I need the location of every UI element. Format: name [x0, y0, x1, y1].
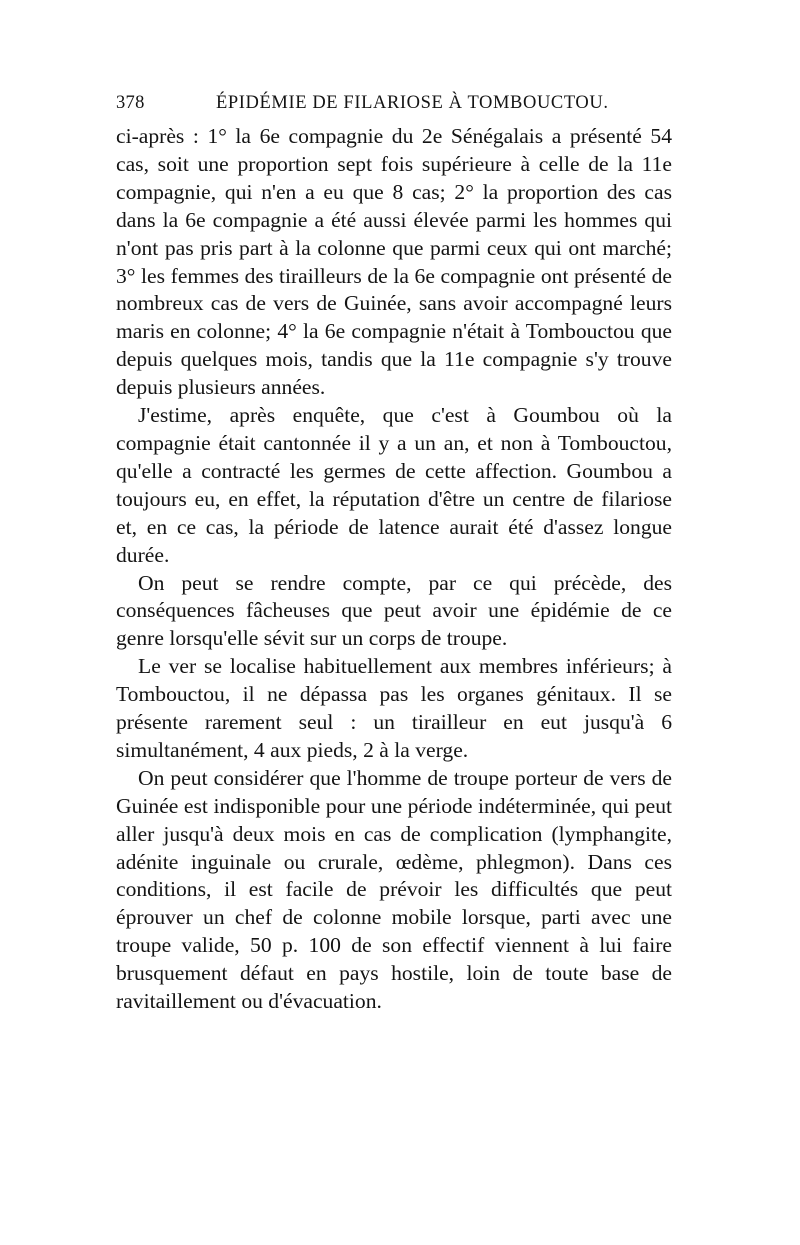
running-title: ÉPIDÉMIE DE FILARIOSE À TOMBOUCTOU.	[216, 93, 609, 113]
paragraph-3: On peut se rendre compte, par ce qui précède, des conséquences fâcheuses que peut avoir une épidémie de ce genre lorsqu'elle sévit sur un corps de troupe.	[116, 570, 672, 651]
page-number: 378	[116, 93, 145, 113]
page-header	[116, 93, 676, 117]
paragraph-4: Le ver se localise habituellement aux membres inférieurs; à Tombouctou, il ne dépassa pas les organes génitaux. Il se présente rarement seul : un tirailleur en eut jusqu'à 6 simultanément, 4 aux pieds, 2 à la verge.	[116, 654, 672, 762]
body-text	[116, 123, 672, 1016]
paragraph-1: ci-après : 1° la 6e compagnie du 2e Sénégalais a présenté 54 cas, soit une proportion sept fois supérieure à celle de la 11e compagnie, qui n'en a eu que 8 cas; 2° la proportion des cas dans la 6e compagnie a été aussi élevée parmi les hommes qui n'ont pas pris part à la colonne que parmi ceux qui ont marché; 3° les femmes des tirailleurs de la 6e compagnie ont présenté de nombreux cas de vers de Guinée, sans avoir accompagné leurs maris en colonne; 4° la 6e compagnie n'était à Tombouctou que depuis quelques mois, tandis que la 11e compagnie s'y trouve depuis plusieurs années.	[116, 124, 672, 400]
paragraph-2: J'estime, après enquête, que c'est à Goumbou où la compagnie était cantonnée il y a un an, et non à Tombouctou, qu'elle a contracté les germes de cette affection. Goumbou a toujours eu, en effet, la réputation d'être un centre de filariose et, en ce cas, la période de latence aurait été d'assez longue durée.	[116, 403, 672, 567]
paragraph-5: On peut considérer que l'homme de troupe porteur de vers de Guinée est indisponible pour une période indéterminée, qui peut aller jusqu'à deux mois en cas de complication (lymphangite, adénite inguinale ou crurale, œdème, phlegmon). Dans ces conditions, il est facile de prévoir les difficultés que peut éprouver un chef de colonne mobile lorsque, parti avec une troupe valide, 50 p. 100 de son effectif viennent à lui faire brusquement défaut en pays hostile, loin de toute base de ravitaillement ou d'évacuation.	[116, 765, 672, 1014]
